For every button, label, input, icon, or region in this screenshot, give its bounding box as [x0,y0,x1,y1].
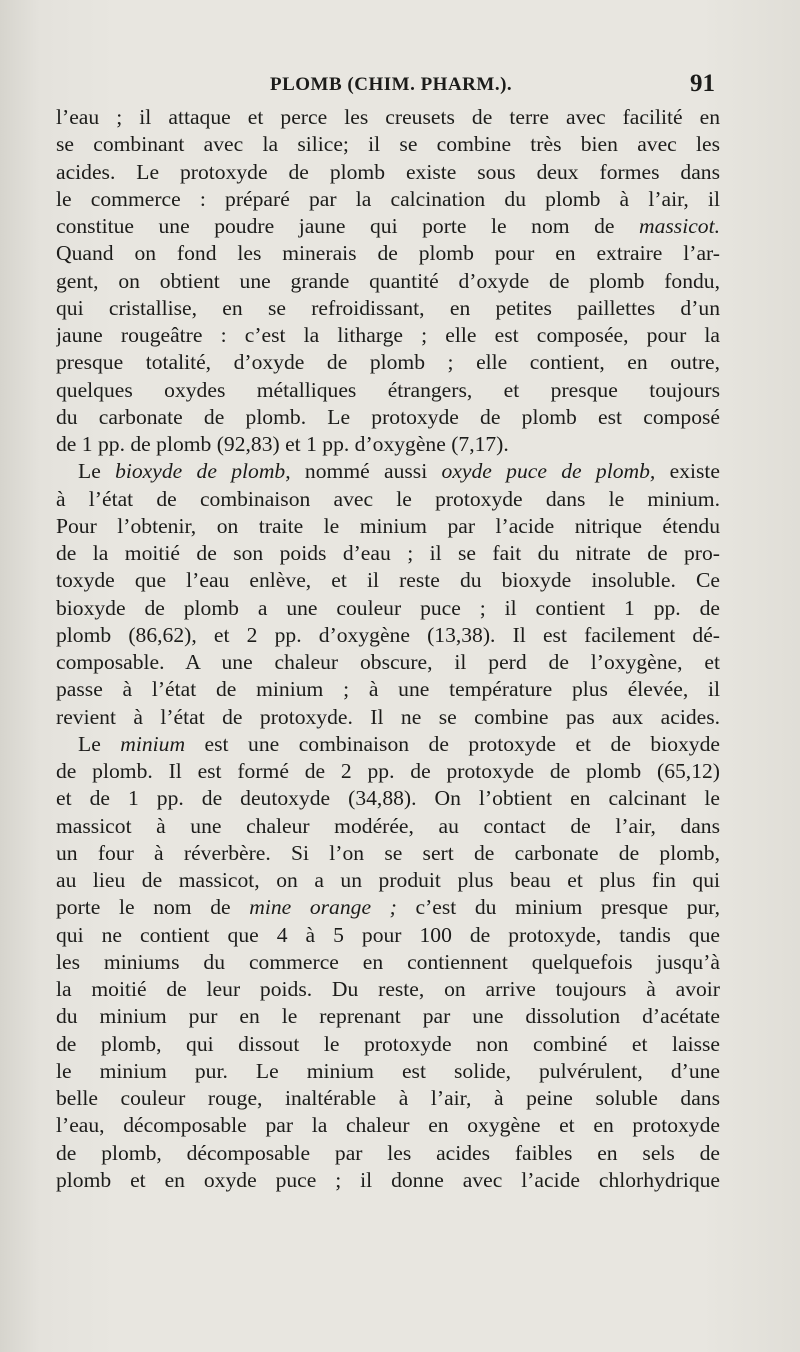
text-line: toxyde que l’eau enlève, et il reste du bioxyde insoluble. Ce [56,568,720,593]
text-line: du minium pur en le reprenant par une dissolution d’acétate [56,1004,720,1029]
text-line [56,213,720,240]
text-line: passe à l’état de minium ; à une température plus élevée, il [56,677,720,702]
text-line: qui cristallise, en se refroidissant, en petites paillettes d’un [56,295,720,320]
text-line: acides. Le protoxyde de plomb existe sous deux formes dans [56,159,720,184]
text-segment: existe [655,459,720,484]
text-line: massicot à une chaleur modérée, au contact de l’air, dans [56,813,720,838]
text-line: de plomb, qui dissout le protoxyde non combiné et laisse [56,1031,720,1056]
term-minium: minium [120,731,186,756]
text-line: belle couleur rouge, inaltérable à l’air, à peine soluble dans [56,1086,720,1110]
text-line: de plomb, décomposable par les acides faibles en sels de [56,1140,720,1165]
body-text [56,104,720,1194]
term-mine-orange: mine orange ; [249,895,397,920]
text-line: bioxyde de plomb a une couleur puce ; il contient 1 pp. de [56,595,720,620]
text-line: revient à l’état de protoxyde. Il ne se combine pas aux acides. [56,704,720,729]
text-line: gent, on obtient une grande quantité d’oxyde de plomb fondu, [56,268,720,293]
text-line [56,731,720,758]
text-line: le minium pur. Le minium est solide, pulvérulent, d’une [56,1058,720,1083]
text-line: composable. A une chaleur obscure, il perd de l’oxygène, et [56,650,720,674]
term-bioxyde: bioxyde de plomb, [115,459,291,484]
text-line: du carbonate de plomb. Le protoxyde de plomb est composé [56,404,720,429]
text-line: plomb et en oxyde puce ; il donne avec l’acide chlorhydrique [56,1167,720,1192]
text-line: le commerce : préparé par la calcination du plomb à l’air, il [56,186,720,211]
page-number: 91 [690,70,715,97]
running-title: PLOMB (CHIM. PHARM.). [270,74,513,95]
text-segment: porte le nom de [56,895,231,920]
text-segment: est une combinaison de protoxyde et de bioxyde [185,731,720,756]
text-segment: Le [78,459,101,484]
text-segment: nommé aussi [290,459,442,484]
text-line: de 1 pp. de plomb (92,83) et 1 pp. d’oxygène (7,17). [56,432,509,456]
text-line: les miniums du commerce en contiennent quelquefois jusqu’à [56,949,720,974]
term-oxyde-puce: oxyde puce de plomb, [441,459,656,484]
text-line: Quand on fond les minerais de plomb pour en extraire l’ar- [56,241,720,266]
page-header [0,70,800,104]
text-line: et de 1 pp. de deutoxyde (34,88). On l’obtient en calcinant le [56,786,720,811]
text-line: quelques oxydes métalliques étrangers, et presque toujours [56,377,720,402]
text-line: l’eau, décomposable par la chaleur en oxygène et en protoxyde [56,1113,720,1138]
text-line: presque totalité, d’oxyde de plomb ; elle contient, en outre, [56,350,720,375]
text-line [56,894,720,921]
text-line: à l’état de combinaison avec le protoxyde dans le minium. [56,486,720,511]
text-line: l’eau ; il attaque et perce les creusets de terre avec facilité en [56,105,720,129]
text-segment: constitue une poudre jaune qui porte le nom de [56,214,615,238]
term-massicot: massicot. [639,214,720,238]
text-line: la moitié de leur poids. Du reste, on arrive toujours à avoir [56,977,720,1001]
text-segment: c’est du minium presque pur, [396,895,720,920]
text-line [56,458,720,485]
text-line: au lieu de massicot, on a un produit plus beau et plus fin qui [56,868,720,892]
text-line: de plomb. Il est formé de 2 pp. de protoxyde de plomb (65,12) [56,759,720,783]
text-line: jaune rougeâtre : c’est la litharge ; elle est composée, pour la [56,323,720,347]
text-line: plomb (86,62), et 2 pp. d’oxygène (13,38). Il est facilement dé- [56,622,720,647]
text-line: un four à réverbère. Si l’on se sert de carbonate de plomb, [56,840,720,865]
text-line: se combinant avec la silice; il se combine très bien avec les [56,132,720,157]
text-line: Pour l’obtenir, on traite le minium par l’acide nitrique étendu [56,513,720,538]
text-segment: Le [78,731,101,756]
text-line: qui ne contient que 4 à 5 pour 100 de protoxyde, tandis que [56,922,720,947]
text-line: de la moitié de son poids d’eau ; il se fait du nitrate de pro- [56,541,720,565]
